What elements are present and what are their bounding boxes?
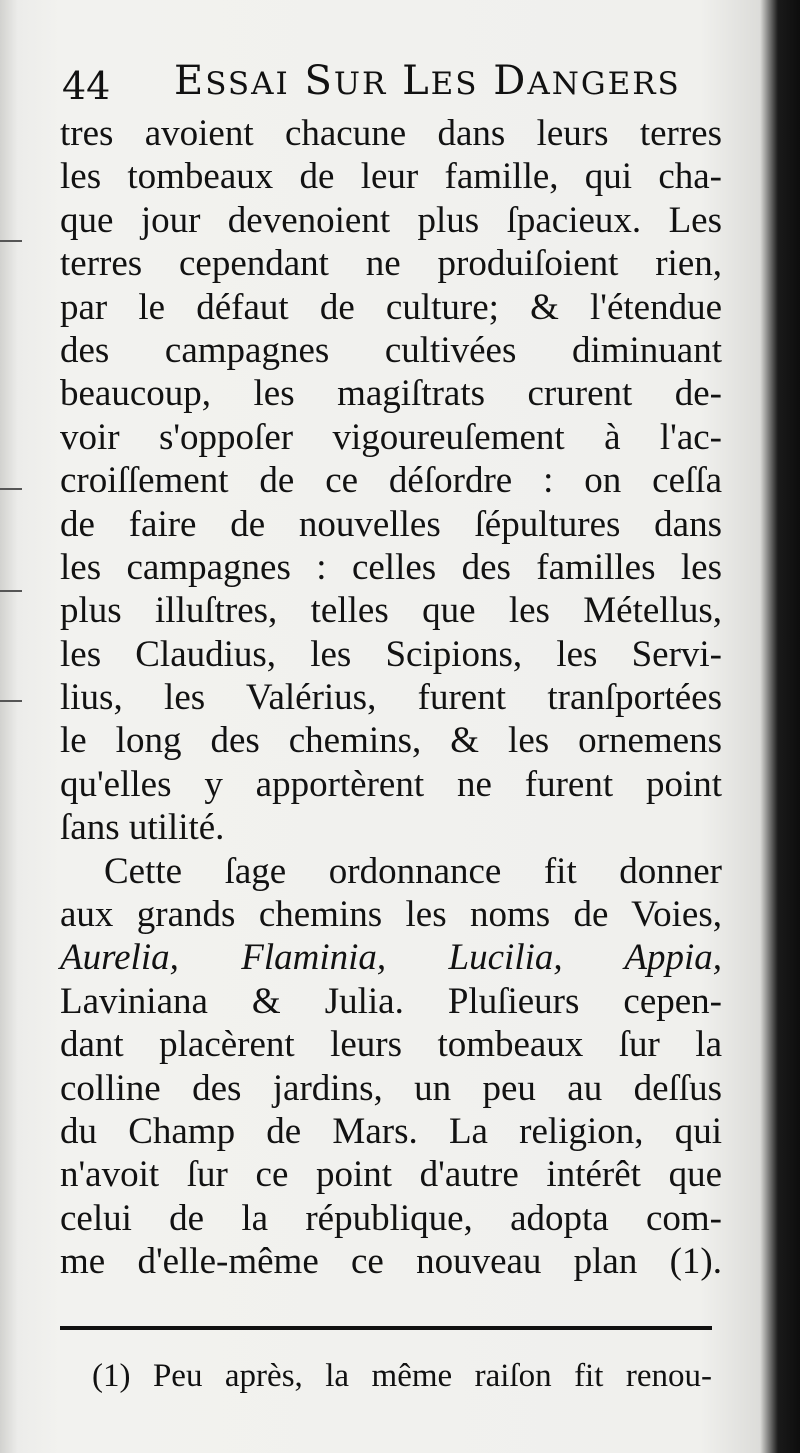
text-line: colline des jardins, un peu au deſſus: [60, 1067, 722, 1109]
text-line: n'avoit ſur ce point d'autre intérêt que: [60, 1154, 722, 1196]
text-line: les Claudius, les Scipions, les Servi-: [60, 633, 722, 675]
gutter-mark: [0, 700, 22, 702]
text-line: les tombeaux de leur famille, qui cha-: [60, 156, 722, 198]
text-line: plus illuſtres, telles que les Métellus,: [60, 590, 722, 632]
text-line: lius, les Valérius, furent tranſportées: [60, 677, 722, 719]
text-line: Laviniana & Julia. Pluſieurs cepen-: [60, 980, 722, 1022]
gutter-mark: [0, 240, 22, 242]
text-line: me d'elle-même ce nouveau plan (1).: [60, 1241, 722, 1283]
text-line: Aurelia, Flaminia, Lucilia, Appia,: [60, 937, 722, 979]
text-line: par le défaut de culture; & l'étendue: [60, 286, 722, 328]
text-line: celui de la république, adopta com-: [60, 1197, 722, 1239]
text-line: du Champ de Mars. La religion, qui: [60, 1110, 722, 1152]
text-line: le long des chemins, & les ornemens: [60, 720, 722, 762]
gutter-mark: [0, 488, 22, 490]
text-line: dant placèrent leurs tombeaux ſur la: [60, 1024, 722, 1066]
running-header: [62, 58, 722, 116]
text-line: voir s'oppoſer vigoureuſement à l'ac-: [60, 416, 722, 458]
page-number: 44: [62, 64, 111, 108]
footnote-rule: [60, 1326, 712, 1330]
text-line: croiſſement de ce déſordre : on ceſſa: [60, 460, 722, 502]
text-line: que jour devenoient plus ſpacieux. Les: [60, 199, 722, 241]
gutter-mark: [0, 590, 22, 592]
footnote: (1) Peu après, la même raiſon fit renou-: [92, 1358, 712, 1394]
text-line: tres avoient chacune dans leurs terres: [60, 113, 722, 154]
text-line: qu'elles y apportèrent ne furent point: [60, 763, 722, 805]
text-line: aux grands chemins les noms de Voies,: [60, 894, 722, 936]
text-line: terres cependant ne produiſoient rien,: [60, 243, 722, 285]
text-line: Cette ſage ordonnance fit donner: [104, 850, 722, 892]
text-line: ſans utilité.: [60, 807, 225, 849]
text-line: de faire de nouvelles ſépultures dans: [60, 503, 722, 545]
running-title: [174, 58, 681, 104]
text-line: beaucoup, les magiſtrats crurent de-: [60, 373, 722, 415]
body-text: [60, 112, 722, 1284]
text-line: des campagnes cultivées diminuant: [60, 329, 722, 371]
running-title-text: ESSAI SUR LES DANGERS: [174, 58, 681, 104]
text-line: les campagnes : celles des familles les: [60, 546, 722, 588]
